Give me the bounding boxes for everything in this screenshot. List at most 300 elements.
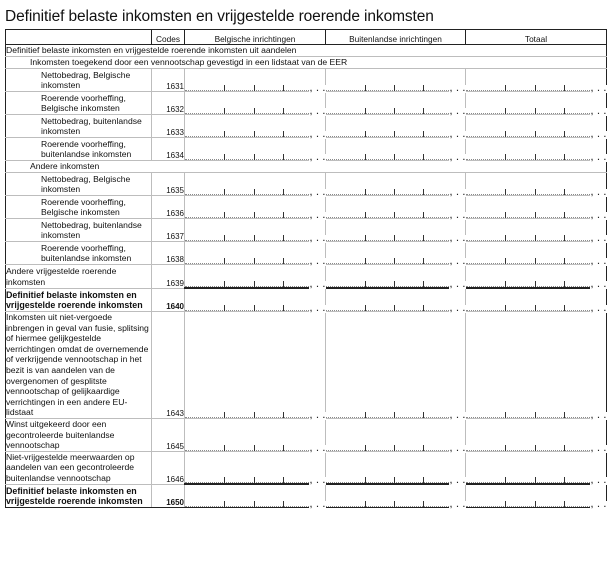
column-header-label (6, 30, 152, 45)
amount-input-totaal[interactable] (466, 411, 606, 418)
thousands-separator-mark (394, 258, 395, 264)
section-heading-row (6, 45, 607, 57)
thousands-separator-mark (224, 412, 225, 418)
amount-input-belgische[interactable] (185, 188, 325, 195)
thousands-separator-mark (365, 212, 366, 218)
thousands-separator-mark (535, 108, 536, 114)
table-row (6, 219, 607, 242)
page-title: Definitief belaste inkomsten en vrijgestelde roerende inkomsten (5, 8, 434, 25)
thousands-separator-mark (535, 445, 536, 451)
amount-input-totaal[interactable] (466, 153, 606, 160)
table-row (6, 288, 607, 312)
thousands-separator-mark (254, 258, 255, 264)
decimal-marker: , . . (309, 443, 326, 453)
subsection-heading-row (6, 57, 607, 69)
thousands-separator-mark (505, 258, 506, 264)
amount-cell-buitenlandse[interactable] (326, 418, 466, 451)
decimal-marker: , . . (590, 280, 607, 289)
decimal-marker: , . . (449, 280, 466, 289)
row-code: 1636 (152, 196, 185, 219)
amount-input-buitenlandse[interactable] (326, 153, 465, 160)
thousands-separator-mark (224, 189, 225, 195)
thousands-separator-mark (254, 212, 255, 218)
thousands-separator-mark (535, 189, 536, 195)
thousands-separator-mark (283, 258, 284, 264)
row-code: 1637 (152, 219, 185, 242)
thousands-separator-mark (535, 212, 536, 218)
amount-input-totaal[interactable] (466, 107, 606, 114)
decimal-marker: , . . (590, 443, 607, 453)
amount-input-totaal[interactable] (466, 280, 606, 287)
amount-input-totaal[interactable] (466, 211, 606, 218)
thousands-separator-mark (564, 131, 565, 137)
thousands-separator-mark (394, 189, 395, 195)
thousands-separator-mark (535, 235, 536, 241)
amount-cell-buitenlandse[interactable] (326, 196, 466, 219)
thousands-separator-mark (505, 412, 506, 418)
decimal-marker: , . . (309, 304, 326, 313)
thousands-separator-mark (535, 258, 536, 264)
thousands-separator-mark (394, 85, 395, 91)
amount-input-belgische[interactable] (185, 211, 325, 218)
decimal-marker: , . . (309, 84, 326, 93)
thousands-separator-mark (535, 281, 536, 287)
amount-cell-buitenlandse[interactable] (326, 219, 466, 242)
thousands-separator-mark (535, 85, 536, 91)
thousands-separator-mark (394, 108, 395, 114)
amount-cell-buitenlandse[interactable] (326, 484, 466, 508)
decimal-marker: , . . (590, 476, 607, 485)
amount-cell-buitenlandse[interactable] (326, 173, 466, 196)
thousands-separator-mark (394, 281, 395, 287)
row-code: 1633 (152, 115, 185, 138)
amount-cell-buitenlandse[interactable] (326, 288, 466, 312)
thousands-separator-mark (224, 281, 225, 287)
row-label: Roerende voorheffing, buitenlandse inkomsten (6, 138, 152, 161)
amount-cell-totaal[interactable] (466, 242, 607, 265)
amount-input-buitenlandse[interactable] (326, 188, 465, 195)
thousands-separator-mark (535, 131, 536, 137)
amount-input-totaal[interactable] (466, 257, 606, 264)
thousands-separator-mark (423, 477, 424, 483)
amount-cell-buitenlandse[interactable] (326, 451, 466, 484)
thousands-separator-mark (423, 108, 424, 114)
amount-cell-buitenlandse[interactable] (326, 115, 466, 138)
decimal-marker: , . . (590, 107, 607, 116)
amount-cell-totaal[interactable] (466, 288, 607, 312)
amount-input-belgische[interactable] (185, 476, 325, 483)
thousands-separator-mark (283, 154, 284, 160)
thousands-separator-mark (564, 477, 565, 483)
thousands-separator-mark (254, 445, 255, 451)
amount-input-belgische[interactable] (185, 444, 325, 451)
amount-input-belgische[interactable] (185, 280, 325, 287)
amount-cell-belgische[interactable] (185, 138, 326, 161)
thousands-separator-mark (365, 154, 366, 160)
decimal-marker: , . . (590, 304, 607, 313)
row-label: Definitief belaste inkomsten en vrijgestelde roerende inkomsten (6, 288, 152, 312)
decimal-marker: , . . (449, 410, 466, 420)
thousands-separator-mark (224, 501, 225, 507)
thousands-separator-mark (423, 85, 424, 91)
thousands-separator-mark (224, 235, 225, 241)
thousands-separator-mark (505, 108, 506, 114)
amount-input-totaal[interactable] (466, 476, 606, 483)
thousands-separator-mark (423, 154, 424, 160)
thousands-separator-mark (535, 412, 536, 418)
thousands-separator-mark (505, 85, 506, 91)
amount-input-buitenlandse[interactable] (326, 130, 465, 137)
thousands-separator-mark (224, 85, 225, 91)
decimal-marker: , . . (309, 234, 326, 243)
amount-input-totaal[interactable] (466, 304, 606, 311)
thousands-separator-mark (564, 305, 565, 311)
row-label: Nettobedrag, Belgische inkomsten (6, 69, 152, 92)
thousands-separator-mark (535, 477, 536, 483)
thousands-separator-mark (564, 235, 565, 241)
thousands-separator-mark (535, 154, 536, 160)
thousands-separator-mark (254, 189, 255, 195)
column-header-buitenlandse: Buitenlandse inrichtingen (326, 30, 466, 45)
thousands-separator-mark (423, 501, 424, 507)
decimal-marker: , . . (449, 304, 466, 313)
decimal-marker: , . . (590, 188, 607, 197)
amount-cell-belgische[interactable] (185, 288, 326, 312)
decimal-marker: , . . (590, 84, 607, 93)
thousands-separator-mark (365, 189, 366, 195)
amount-cell-totaal[interactable] (466, 115, 607, 138)
subsection-heading-eer: Inkomsten toegekend door een vennootschap gevestigd in een lidstaat van de EER (6, 57, 607, 69)
thousands-separator-mark (254, 108, 255, 114)
row-code: 1650 (152, 484, 185, 508)
amount-cell-totaal[interactable] (466, 265, 607, 289)
amount-cell-totaal[interactable] (466, 138, 607, 161)
amount-input-buitenlandse[interactable] (326, 304, 465, 311)
decimal-marker: , . . (449, 84, 466, 93)
amount-input-buitenlandse[interactable] (326, 500, 465, 507)
amount-cell-totaal[interactable] (466, 69, 607, 92)
decimal-marker: , . . (590, 234, 607, 243)
amount-cell-totaal[interactable] (466, 451, 607, 484)
amount-cell-belgische[interactable] (185, 219, 326, 242)
thousands-separator-mark (365, 108, 366, 114)
decimal-marker: , . . (449, 257, 466, 266)
thousands-separator-mark (564, 445, 565, 451)
thousands-separator-mark (254, 154, 255, 160)
decimal-marker: , . . (449, 130, 466, 139)
decimal-marker: , . . (309, 153, 326, 162)
thousands-separator-mark (505, 212, 506, 218)
amount-cell-buitenlandse[interactable] (326, 138, 466, 161)
thousands-separator-mark (423, 189, 424, 195)
amount-input-totaal[interactable] (466, 234, 606, 241)
thousands-separator-mark (254, 85, 255, 91)
amount-input-totaal[interactable] (466, 444, 606, 451)
amount-cell-belgische[interactable] (185, 418, 326, 451)
income-form-table (5, 29, 607, 508)
table-row (6, 265, 607, 289)
thousands-separator-mark (254, 477, 255, 483)
amount-input-totaal[interactable] (466, 188, 606, 195)
decimal-marker: , . . (309, 280, 326, 289)
row-code: 1631 (152, 69, 185, 92)
thousands-separator-mark (283, 131, 284, 137)
decimal-marker: , . . (309, 500, 326, 509)
amount-cell-belgische[interactable] (185, 451, 326, 484)
table-row (6, 484, 607, 508)
row-code: 1643 (152, 312, 185, 419)
amount-input-buitenlandse[interactable] (326, 84, 465, 91)
amount-input-buitenlandse[interactable] (326, 257, 465, 264)
thousands-separator-mark (423, 305, 424, 311)
thousands-separator-mark (254, 501, 255, 507)
thousands-separator-mark (564, 258, 565, 264)
thousands-separator-mark (505, 501, 506, 507)
thousands-separator-mark (365, 281, 366, 287)
amount-cell-belgische[interactable] (185, 265, 326, 289)
thousands-separator-mark (283, 85, 284, 91)
decimal-marker: , . . (449, 500, 466, 509)
table-row (6, 173, 607, 196)
row-label: Definitief belaste inkomsten en vrijgestelde roerende inkomsten (6, 484, 152, 508)
amount-input-belgische[interactable] (185, 153, 325, 160)
thousands-separator-mark (423, 131, 424, 137)
row-label: Inkomsten uit niet-vergoede inbrengen in geval van fusie, splitsing of hiermee gelijkgestelde verrichtingen omdat de overnemende of verkrijgende vennootschap in het bezit is van aandelen van de overgenomen of gesplitste vennootschap of gelijkaardige verrichtingen in een andere EU-lidstaat (6, 312, 152, 419)
thousands-separator-mark (394, 212, 395, 218)
row-code: 1645 (152, 418, 185, 451)
thousands-separator-mark (423, 281, 424, 287)
decimal-marker: , . . (590, 257, 607, 266)
amount-input-totaal[interactable] (466, 500, 606, 507)
thousands-separator-mark (505, 189, 506, 195)
thousands-separator-mark (564, 281, 565, 287)
section-heading: Definitief belaste inkomsten en vrijgestelde roerende inkomsten uit aandelen (6, 45, 607, 57)
row-label: Roerende voorheffing, Belgische inkomsten (6, 92, 152, 115)
thousands-separator-mark (254, 281, 255, 287)
thousands-separator-mark (365, 477, 366, 483)
decimal-marker: , . . (590, 500, 607, 509)
decimal-marker: , . . (309, 476, 326, 485)
thousands-separator-mark (365, 501, 366, 507)
thousands-separator-mark (283, 445, 284, 451)
amount-cell-totaal[interactable] (466, 196, 607, 219)
row-label: Roerende voorheffing, Belgische inkomsten (6, 196, 152, 219)
amount-input-buitenlandse[interactable] (326, 444, 465, 451)
thousands-separator-mark (283, 189, 284, 195)
amount-input-belgische[interactable] (185, 234, 325, 241)
decimal-marker: , . . (449, 188, 466, 197)
thousands-separator-mark (283, 108, 284, 114)
row-code: 1639 (152, 265, 185, 289)
thousands-separator-mark (283, 281, 284, 287)
thousands-separator-mark (224, 131, 225, 137)
amount-cell-buitenlandse[interactable] (326, 92, 466, 115)
amount-cell-belgische[interactable] (185, 115, 326, 138)
amount-input-buitenlandse[interactable] (326, 411, 465, 418)
thousands-separator-mark (224, 108, 225, 114)
column-header-totaal: Totaal (466, 30, 607, 45)
thousands-separator-mark (365, 258, 366, 264)
row-code: 1635 (152, 173, 185, 196)
table-row (6, 138, 607, 161)
amount-cell-totaal[interactable] (466, 312, 607, 419)
amount-input-belgische[interactable] (185, 411, 325, 418)
thousands-separator-mark (365, 305, 366, 311)
table-row (6, 196, 607, 219)
decimal-marker: , . . (449, 107, 466, 116)
table-row (6, 312, 607, 419)
thousands-separator-mark (224, 305, 225, 311)
thousands-separator-mark (564, 154, 565, 160)
amount-cell-belgische[interactable] (185, 69, 326, 92)
row-label: Nettobedrag, buitenlandse inkomsten (6, 115, 152, 138)
amount-input-buitenlandse[interactable] (326, 234, 465, 241)
thousands-separator-mark (254, 235, 255, 241)
thousands-separator-mark (224, 445, 225, 451)
column-header-codes: Codes (152, 30, 185, 45)
thousands-separator-mark (505, 154, 506, 160)
decimal-marker: , . . (449, 153, 466, 162)
amount-input-buitenlandse[interactable] (326, 211, 465, 218)
decimal-marker: , . . (309, 188, 326, 197)
subsection-heading-andere: Andere inkomsten (6, 161, 607, 173)
table-row (6, 92, 607, 115)
amount-input-belgische[interactable] (185, 304, 325, 311)
thousands-separator-mark (224, 154, 225, 160)
thousands-separator-mark (564, 412, 565, 418)
thousands-separator-mark (394, 305, 395, 311)
row-label: Roerende voorheffing, buitenlandse inkomsten (6, 242, 152, 265)
amount-cell-belgische[interactable] (185, 242, 326, 265)
amount-input-belgische[interactable] (185, 500, 325, 507)
column-header-belgische: Belgische inrichtingen (185, 30, 326, 45)
amount-input-belgische[interactable] (185, 107, 325, 114)
thousands-separator-mark (224, 212, 225, 218)
thousands-separator-mark (423, 235, 424, 241)
decimal-marker: , . . (590, 410, 607, 420)
amount-cell-totaal[interactable] (466, 418, 607, 451)
amount-cell-belgische[interactable] (185, 196, 326, 219)
thousands-separator-mark (283, 477, 284, 483)
row-code: 1646 (152, 451, 185, 484)
row-label: Winst uitgekeerd door een gecontroleerde buitenlandse vennootschap (6, 418, 152, 451)
decimal-marker: , . . (309, 410, 326, 420)
thousands-separator-mark (564, 501, 565, 507)
thousands-separator-mark (283, 212, 284, 218)
thousands-separator-mark (283, 305, 284, 311)
thousands-separator-mark (254, 412, 255, 418)
amount-cell-belgische[interactable] (185, 173, 326, 196)
row-label: Niet-vrijgestelde meerwaarden op aandelen van een gecontroleerde buitenlandse vennootschap (6, 451, 152, 484)
amount-input-belgische[interactable] (185, 84, 325, 91)
thousands-separator-mark (365, 412, 366, 418)
thousands-separator-mark (535, 501, 536, 507)
amount-cell-buitenlandse[interactable] (326, 242, 466, 265)
thousands-separator-mark (394, 412, 395, 418)
amount-input-belgische[interactable] (185, 130, 325, 137)
amount-cell-buitenlandse[interactable] (326, 312, 466, 419)
amount-input-belgische[interactable] (185, 257, 325, 264)
thousands-separator-mark (365, 85, 366, 91)
thousands-separator-mark (283, 235, 284, 241)
row-code: 1638 (152, 242, 185, 265)
thousands-separator-mark (423, 445, 424, 451)
amount-input-buitenlandse[interactable] (326, 107, 465, 114)
thousands-separator-mark (283, 412, 284, 418)
thousands-separator-mark (564, 212, 565, 218)
thousands-separator-mark (394, 501, 395, 507)
row-code: 1640 (152, 288, 185, 312)
amount-cell-belgische[interactable] (185, 312, 326, 419)
decimal-marker: , . . (449, 234, 466, 243)
thousands-separator-mark (505, 235, 506, 241)
decimal-marker: , . . (590, 130, 607, 139)
amount-cell-buitenlandse[interactable] (326, 69, 466, 92)
thousands-separator-mark (505, 477, 506, 483)
decimal-marker: , . . (449, 211, 466, 220)
thousands-separator-mark (254, 131, 255, 137)
thousands-separator-mark (505, 281, 506, 287)
thousands-separator-mark (423, 258, 424, 264)
table-row (6, 69, 607, 92)
row-label: Andere vrijgestelde roerende inkomsten (6, 265, 152, 289)
thousands-separator-mark (283, 501, 284, 507)
thousands-separator-mark (365, 235, 366, 241)
amount-input-buitenlandse[interactable] (326, 476, 465, 483)
thousands-separator-mark (505, 131, 506, 137)
subsection-heading-row (6, 161, 607, 173)
amount-cell-totaal[interactable] (466, 92, 607, 115)
thousands-separator-mark (365, 445, 366, 451)
thousands-separator-mark (394, 131, 395, 137)
row-code: 1634 (152, 138, 185, 161)
thousands-separator-mark (423, 412, 424, 418)
amount-input-totaal[interactable] (466, 84, 606, 91)
thousands-separator-mark (564, 189, 565, 195)
decimal-marker: , . . (309, 130, 326, 139)
amount-input-totaal[interactable] (466, 130, 606, 137)
thousands-separator-mark (224, 477, 225, 483)
table-row (6, 115, 607, 138)
amount-cell-buitenlandse[interactable] (326, 265, 466, 289)
thousands-separator-mark (564, 108, 565, 114)
amount-cell-belgische[interactable] (185, 484, 326, 508)
amount-cell-totaal[interactable] (466, 484, 607, 508)
decimal-marker: , . . (590, 153, 607, 162)
amount-cell-totaal[interactable] (466, 219, 607, 242)
thousands-separator-mark (365, 131, 366, 137)
decimal-marker: , . . (309, 107, 326, 116)
row-label: Nettobedrag, buitenlandse inkomsten (6, 219, 152, 242)
thousands-separator-mark (394, 154, 395, 160)
decimal-marker: , . . (449, 476, 466, 485)
table-row (6, 418, 607, 451)
decimal-marker: , . . (309, 257, 326, 266)
decimal-marker: , . . (449, 443, 466, 453)
thousands-separator-mark (423, 212, 424, 218)
thousands-separator-mark (394, 445, 395, 451)
amount-cell-belgische[interactable] (185, 92, 326, 115)
table-row (6, 451, 607, 484)
amount-input-buitenlandse[interactable] (326, 280, 465, 287)
decimal-marker: , . . (309, 211, 326, 220)
thousands-separator-mark (535, 305, 536, 311)
thousands-separator-mark (564, 85, 565, 91)
amount-cell-totaal[interactable] (466, 173, 607, 196)
thousands-separator-mark (505, 305, 506, 311)
table-row (6, 242, 607, 265)
header-row (6, 30, 607, 45)
